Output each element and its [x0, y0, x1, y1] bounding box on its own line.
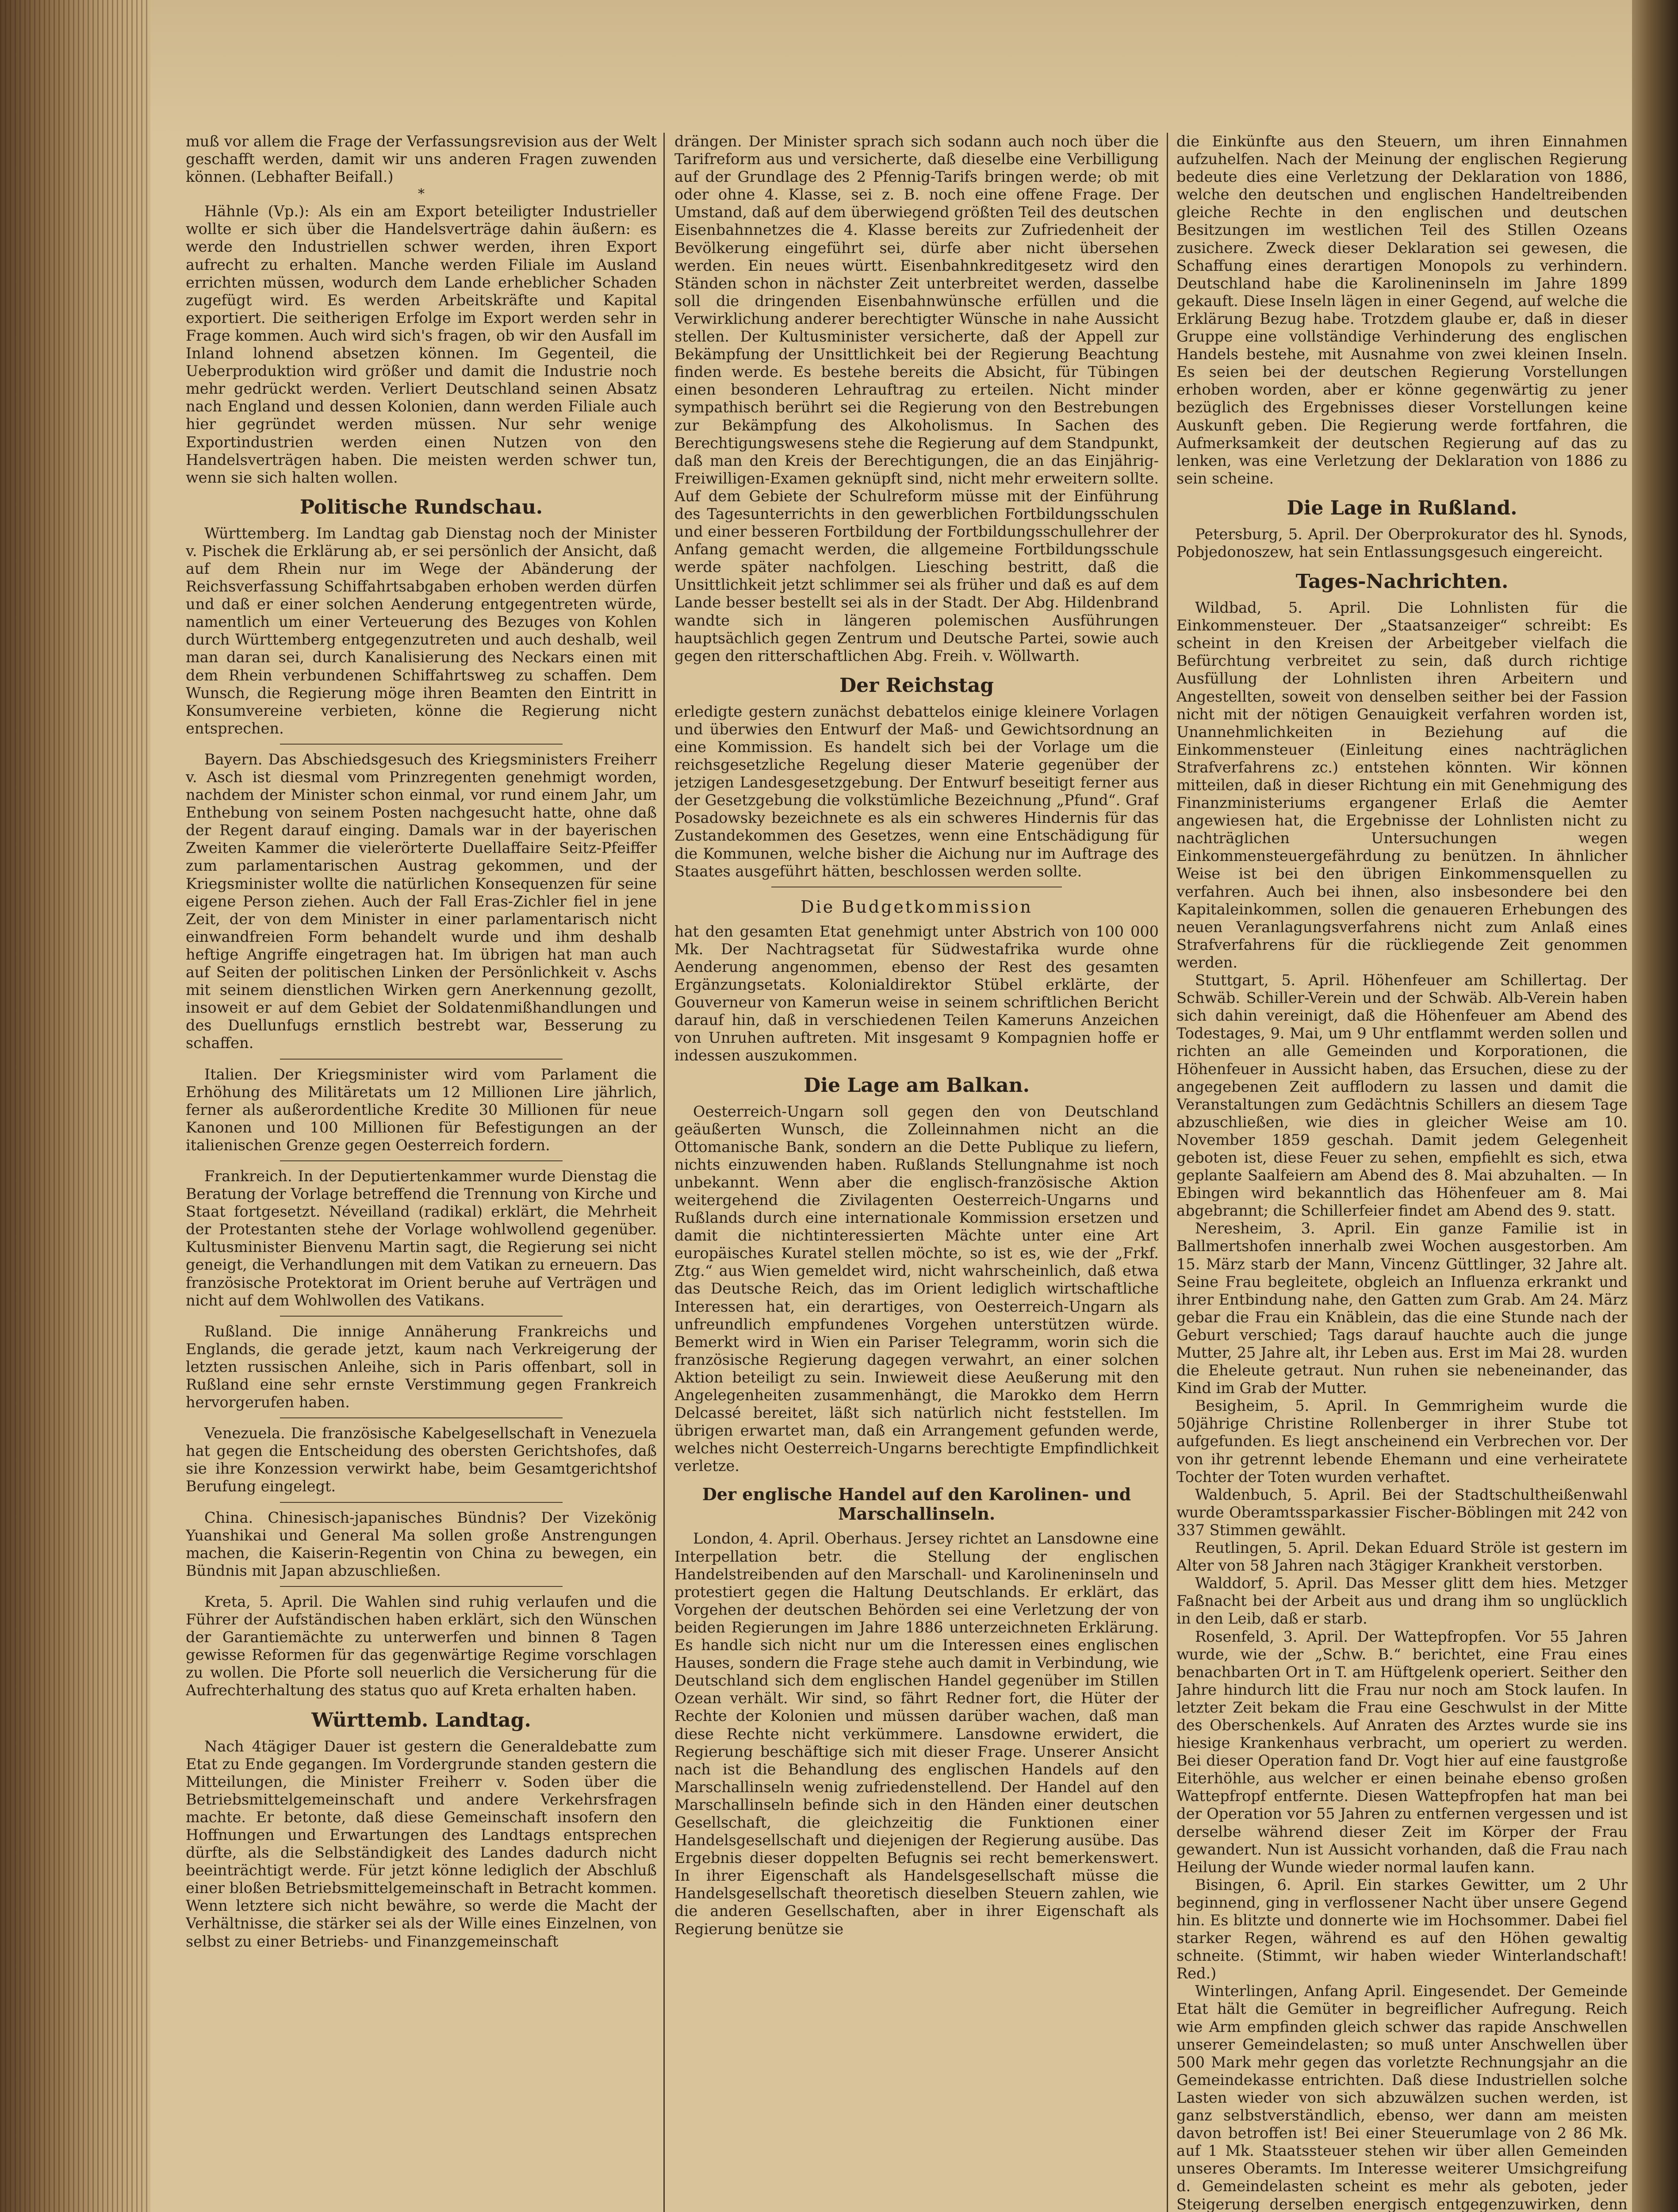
divider — [280, 1417, 563, 1418]
paragraph: Waldenbuch, 5. April. Bei der Stadtschultheißenwahl wurde Oberamtssparkassier Fischer-Böblingen mit 242 von 337 Stimmen gewählt. — [1176, 1486, 1628, 1539]
paragraph: Venezuela. Die französische Kabelgesellschaft in Venezuela hat gegen die Entscheidung des obersten Gerichtshofes, daß sie ihre Konzession verwirkt habe, beim Gesamtgerichtshof Berufung eingelegt. — [186, 1425, 657, 1495]
paragraph: Wildbad, 5. April. Die Lohnlisten für die Einkommensteuer. Der „Staatsanzeiger“ schreibt: Es scheint in den Kreisen der Arbeitgeber vielfach die Befürchtung verbreitet zu sein, daß durch richtige Ausfüllung der Lohnlisten ihren Arbeitern und Angestellten, soweit von denselben seither bei der Fassion nicht mit der nötigen Genauigkeit verfahren worden ist, Unannehmlichkeiten in Beziehung auf die Einkommensteuer (Einleitung eines nachträglichen Strafverfahrens zc.) entstehen könnten. Wir können mitteilen, daß in dieser Richtung ein mit Genehmigung des Finanzministeriums ergangener Erlaß die Aemter angewiesen hat, die Ergebnisse der Lohnlisten nicht zu nachträglichen Untersuchungen wegen Einkommensteuergefährdung zu benützen. In ähnlicher Weise ist bei den übrigen Einkommensquellen zu verfahren. Auch bei ihnen, also insbesondere bei den Kapitaleinkommen, sollen die genaueren Erhebungen des neuen Veranlagungsverfahrens nicht zum Anlaß eines Strafverfahrens für die rückliegende Zeit genommen werden. — [1176, 599, 1628, 971]
paragraph: hat den gesamten Etat genehmigt unter Abstrich von 100 000 Mk. Der Nachtragsetat für Südwestafrika wurde ohne Aenderung angenommen, ebenso der Rest des gesamten Ergänzungsetats. Kolonialdirektor Stübel erklärte, der Gouverneur von Kamerun weise in seinem schriftlichen Bericht darauf hin, daß in verschiedenen Teilen Kameruns Anzeichen von Unruhen auftreten. Mit insgesamt 9 Kompagnien hoffe er indessen auszukommen. — [674, 922, 1159, 1064]
paragraph: Bisingen, 6. April. Ein starkes Gewitter, um 2 Uhr beginnend, ging in verflossener Nacht über unsere Gegend hin. Es blitzte und donnerte wie im Hochsommer. Dabei fiel starker Regen, während es auf den Höhen gewaltig schneite. (Stimmt, wir haben wieder Winterlandschaft! Red.) — [1176, 1876, 1628, 1982]
section-heading: Die Lage in Rußland. — [1287, 496, 1517, 519]
section-heading: Tages-Nachrichten. — [1295, 570, 1509, 593]
paragraph: London, 4. April. Oberhaus. Jersey richtet an Lansdowne eine Interpellation betr. die Stellung der englischen Handelstreibenden auf den Marschall- und Karolineninseln und protestiert gegen die Haltung Deutschlands. Er erklärt, das Vorgehen der deutschen Behörden sei eine Verletzung der von beiden Regierungen im Jahre 1886 unterzeichneten Erklärung. Es handle sich nicht nur um die Interessen eines englischen Hauses, sondern die Frage stehe auch damit in Verbindung, wie Deutschland sich dem englischen Handel gegenüber im Stillen Ozean verhält. Wir sind, so fährt Redner fort, die Hüter der Rechte der Kolonien und müssen darüber wachen, daß man diese Rechte nicht verkümmere. Lansdowne erwidert, die Regierung beschäftige sich mit dieser Frage. Unserer Ansicht nach ist die Behandlung des englischen Handels auf den Marschallinseln wenig zufriedenstellend. Der Handel auf den Marschallinseln befinde sich in den Händen einer deutschen Gesellschaft, die gleichzeitig die Funktionen einer Handelsgesellschaft und diejenigen der Regierung ausübe. Das Ergebnis dieser doppelten Befugnis sei recht bemerkenswert. In ihrer Eigenschaft als Handelsgesellschaft müsse die Handelsgesellschaft theoretisch dieselben Steuern zahlen, wie die anderen Gesellschaften, aber in ihrer Eigenschaft als Regierung benütze sie — [674, 1530, 1159, 1938]
paragraph: Bayern. Das Abschiedsgesuch des Kriegsministers Freiherr v. Asch ist diesmal vom Prinzregenten genehmigt worden, nachdem der Minister schon einmal, vor rund einem Jahr, um Enthebung von seinem Posten nachgesucht hatte, ohne daß der Regent darauf einging. Damals war in der bayerischen Zweiten Kammer die vielerörterte Duellaffaire Seitz-Pfeiffer zum parlamentarischen Austrag gekommen, und der Kriegsminister wollte die natürlichen Konsequenzen für seine eigene Person ziehen. Auch der Fall Eras-Zichler fiel in jene Zeit, der von dem Minister in einer parlamentarisch nicht einwandfreien Form behandelt wurde und ihm deshalb heftige Angriffe eingetragen hat. Im übrigen hat man auch auf Seiten der politischen Linken der Persönlichkeit v. Aschs mit seinem dienstlichen Wirken gern Anerkennung gezollt, insoweit er auf dem Gebiet der Soldatenmißhandlungen und des Duellunfugs ernstlich bestrebt war, Besserung zu schaffen. — [186, 750, 657, 1052]
column-rule — [663, 133, 665, 2212]
adjacent-page-edge — [1632, 0, 1678, 2212]
paragraph: Frankreich. In der Deputiertenkammer wurde Dienstag die Beratung der Vorlage betreffend die Trennung von Kirche und Staat fortgesetzt. Néveilland (radikal) erklärt, die Mehrheit der Protestanten stehe der Vorlage wohlwollend gegenüber. Kultusminister Bienvenu Martin sagt, die Regierung sei nicht geneigt, die Verhandlungen mit dem Vatikan zu erneuern. Das französische Protektorat im Orient beruhe auf Verträgen und nicht auf dem Wohlwollen des Vatikans. — [186, 1167, 657, 1309]
paragraph: Reutlingen, 5. April. Dekan Eduard Ströle ist gestern im Alter von 58 Jahren nach 3tägiger Krankheit verstorben. — [1176, 1539, 1628, 1575]
paragraph: Winterlingen, Anfang April. Eingesendet. Der Gemeinde Etat hält die Gemüter in begreiflicher Aufregung. Reich wie Arm empfinden gleich schwer das rapide Anschwellen unserer Gemeindelasten; so muß unter Anschwellen über 500 Mark mehr gegen das vorletzte Rechnungsjahr an die Gemeindekasse entrichten. Daß diese Industriellen solche Lasten wieder von sich abzuwälzen suchen werden, ist ganz selbstverständlich, ebenso, wer dann am meisten davon betroffen ist! Bei einer Steuerumlage von 2 86 Mk. auf 1 Mk. Staatssteuer stehen wir über allen Gemeinden unseres Oberamts. Im Interesse weiterer Umsichgreifung d. Gemeindelasten scheint es mehr als geboten, jeder Steigerung derselben energisch entgegenzuwirken, denn — [1176, 1982, 1628, 2212]
paragraph: Petersburg, 5. April. Der Oberprokurator des hl. Synods, Pobjedonoszew, hat sein Entlassungsgesuch eingereicht. — [1176, 525, 1628, 561]
section-heading: Württemb. Landtag. — [311, 1709, 531, 1732]
section-heading: Der Reichstag — [839, 674, 994, 697]
paragraph: China. Chinesisch-japanisches Bündnis? Der Vizekönig Yuanshikai und General Ma sollen große Anstrengungen machen, die Kaiserin-Regentin von China zu bewegen, ein Bündnis mit Japan abzuschließen. — [186, 1509, 657, 1579]
paragraph: Rosenfeld, 3. April. Der Wattepfropfen. Vor 55 Jahren wurde, wie der „Schw. B.“ berichtet, eine Frau eines benachbarten Ort in T. am Hüftgelenk operiert. Seither den Jahre hindurch litt die Frau nur noch am Stock laufen. In letzter Zeit bekam die Frau eine Geschwulst in der Mitte des Oberschenkels. Auf Anraten des Arztes wurde sie ins hiesige Krankenhaus verbracht, um operiert zu werden. Bei dieser Operation fand Dr. Vogt hier auf eine faustgroße Eiterhöhle, aus welcher er einen beinahe ebenso großen Wattepfropf entfernte. Diesen Wattepfropfen hat man bei der Operation vor 55 Jahren zu entfernen vergessen und ist derselbe während dieser Zeit im Körper der Frau gewandert. Nun ist Aussicht vorhanden, daß die Frau nach Heilung der Wunde wieder normal laufen kann. — [1176, 1628, 1628, 1876]
section-heading: Der englische Handel auf den Karolinen- und Marschallinseln. — [702, 1484, 1131, 1524]
paragraph: erledigte gestern zunächst debattelos einige kleinere Vorlagen und überwies den Entwurf der Maß- und Gewichtsordnung an eine Kommission. Es handelt sich bei der Vorlage um die reichsgesetzliche Regelung dieser Materie gegenüber der jetzigen Landesgesetzgebung. Der Entwurf beseitigt ferner aus der Gesetzgebung die volkstümliche Bezeichnung „Pfund“. Graf Posadowsky bezeichnete es als ein schweres Hindernis für das Zustandekommen des Gesetzes, wenn eine Entschädigung für die Kommunen, welche bisher die Aichung nur im Auftrage des Staates ausgeführt hätten, beschlossen werden sollte. — [674, 703, 1159, 880]
paragraph: Italien. Der Kriegsminister wird vom Parlament die Erhöhung des Militäretats um 12 Millionen Lire jährlich, ferner als außerordentliche Kredite 30 Millionen für neue Kanonen und 100 Millionen für Befestigungen an der italienischen Grenze gegen Oesterreich fordern. — [186, 1065, 657, 1154]
paragraph: Württemberg. Im Landtag gab Dienstag noch der Minister v. Pischek die Erklärung ab, er sei persönlich der Ansicht, daß auf dem Rhein nur im Wege der Abänderung der Reichsverfassung Schiffahrtsabgaben erhoben werden dürfen und daß er einer solchen Aenderung entgegentreten würde, namentlich um einer Verteuerung des Bezuges von Kohlen durch Württemberg entgegenzutreten und auch deshalb, weil man daran sei, durch Kanalisierung des Neckars einen mit dem Rhein verbundenen Schiffahrtsweg zu schaffen. Dem Wunsch, die Regierung möge ihren Beamten den Eintritt in Konsumvereine verbieten, könne die Regierung nicht entsprechen. — [186, 524, 657, 737]
divider — [280, 1586, 563, 1587]
divider — [280, 1059, 563, 1060]
paragraph: Kreta, 5. April. Die Wahlen sind ruhig verlaufen und die Führer der Aufständischen haben erklärt, sich den Wünschen der Garantiemächte zu unterwerfen und binnen 8 Tagen gewisse Reformen für das gegenwärtige Regime vorschlagen zu wollen. Die Pforte soll neuerlich die Versicherung für die Aufrechterhaltung des status quo auf Kreta erhalten haben. — [186, 1593, 657, 1699]
paragraph: die Einkünfte aus den Steuern, um ihren Einnahmen aufzuhelfen. Nach der Meinung der englischen Regierung bedeute dies eine Verletzung der Deklaration von 1886, welche den deutschen und englischen Handeltreibenden gleiche Rechte in den englischen und deutschen Besitzungen im westlichen Teil des Stillen Ozeans zusichere. Zweck dieser Deklaration sei gewesen, die Schaffung eines derartigen Monopols zu verhindern. Deutschland habe die Karolineninseln im Jahre 1899 gekauft. Diese Inseln lägen in einer Gegend, auf welche die Erklärung Bezug habe. Trotzdem glaube er, daß in dieser Gruppe eine vollständige Verhinderung des englischen Handels bestehe, mit Ausnahme von zwei kleinen Inseln. Es seien bei der deutschen Regierung Vorstellungen erhoben worden, aber er könne gegenwärtig zu jener bezüglich des Ergebnisses dieser Vorstellungen keine Auskunft geben. Die Regierung werde fortfahren, die Aufmerksamkeit der deutschen Regierung auf das zu lenken, was eine Verletzung der Deklaration von 1886 zu sein scheine. — [1176, 133, 1628, 487]
column-1 — [186, 133, 657, 2212]
column-3 — [1176, 133, 1628, 2212]
paragraph: Besigheim, 5. April. In Gemmrigheim wurde die 50jährige Christine Rollenberger in ihrer Stube tot aufgefunden. Es liegt anscheinend ein Verbrechen vor. Der von ihr getrennt lebende Ehemann und eine verheiratete Tochter der Toten wurden verhaftet. — [1176, 1397, 1628, 1486]
column-rule — [1167, 133, 1168, 2212]
paragraph: Stuttgart, 5. April. Höhenfeuer am Schillertag. Der Schwäb. Schiller-Verein und der Schwäb. Alb-Verein haben sich dahin vereinigt, daß die Höhenfeuer am Abend des Todestages, 9. Mai, um 9 Uhr entflammt werden sollen und richten an alle Gemeinden und Korporationen, die Höhenfeuer in Aussicht haben, das Ersuchen, diese zu der angegebenen Zeit aufflodern zu lassen und damit die Veranstaltungen zum Gedächtnis Schillers an diesem Tage abzuschließen, wie dies in gleicher Weise am 10. November 1859 geschah. Damit jedem Gelegenheit geboten ist, diese Feuer zu sehen, empfiehlt es sich, etwa geplante Saalfeiern am Abend des 8. Mai abzuhalten. — In Ebingen wird bekanntlich das Höhenfeuer am 8. Mai abgebrannt; die Schillerfeier findet am Abend des 9. statt. — [1176, 972, 1628, 1220]
top-margin — [150, 0, 1632, 133]
book-binding-edge — [0, 0, 150, 2212]
section-heading: Politische Rundschau. — [299, 495, 543, 518]
separator-star: * — [418, 186, 425, 202]
paragraph: Hähnle (Vp.): Als ein am Export beteiligter Industrieller wollte er sich über die Handelsverträge dahin äußern: es werde den Industriellen schwer werden, ihren Export aufrecht zu erhalten. Manche werden Filiale im Ausland errichten müssen, wodurch dem Lande erheblicher Schaden zugefügt wird. Es werden Arbeitskräfte und Kapital exportiert. Die seitherigen Erfolge im Export werden sehr in Frage kommen. Auch wird sich's fragen, ob wir den Ausfall im Inland lohnend absetzen können. Im Gegenteil, die Ueberproduktion wird größer und damit die Industrie noch mehr gedrückt werden. Verliert Deutschland seinen Absatz nach England und dessen Kolonien, dann werden Filiale auch hier gegründet werden müssen. Nur sehr wenige Exportindustrien werden einen Nutzen von den Handelsverträgen haben. Die meisten werden schwer tun, wenn sie sich halten wollen. — [186, 203, 657, 486]
divider — [280, 1160, 563, 1161]
divider — [280, 1502, 563, 1503]
paragraph: Rußland. Die innige Annäherung Frankreichs und Englands, die gerade jetzt, kaum nach Verkreigerung der letzten russischen Anleihe, sich in Paris offenbart, soll in Rußland eine sehr ernste Verstimmung gegen Frankreich hervorgerufen haben. — [186, 1322, 657, 1411]
paragraph: Walddorf, 5. April. Das Messer glitt dem hies. Metzger Faßnacht bei der Arbeit aus und drang ihm so unglücklich in den Leib, daß er starb. — [1176, 1575, 1628, 1628]
paragraph: Neresheim, 3. April. Ein ganze Familie ist in Ballmertshofen innerhalb zwei Wochen ausgestorben. Am 15. März starb der Mann, Vincenz Güttlinger, 32 Jahre alt. Seine Frau begleitete, obgleich an Influenza erkrankt und ihrer Entbindung nahe, den Gatten zum Grab. Am 24. März gebar die Frau ein Knäblein, das die eine Stunde nach der Geburt verschied; Tags darauf hauchte auch die junge Mutter, 25 Jahre alt, ihr Leben aus. Erst im Mai 28. wurden die Eheleute getraut. Nun ruhen sie nebeneinander, das Kind im Grab der Mutter. — [1176, 1220, 1628, 1397]
paragraph: Oesterreich-Ungarn soll gegen den von Deutschland geäußerten Wunsch, die Zolleinnahmen nicht an die Ottomanische Bank, sondern an die Dette Publique zu liefern, nichts einzuwenden haben. Rußlands Stellungnahme ist noch unbekannt. Wenn aber die englisch-französische Aktion weitergehend die Zivilagenten Oesterreich-Ungarns und Rußlands durch eine internationale Kommission ersetzen und damit die nichtinteressierten Mächte unter eine Art europäisches Kuratel stellen möchte, so ist es, wie der „Frkf. Ztg.“ aus Wien gemeldet wird, nicht wahrscheinlich, daß etwa das Deutsche Reich, das im Orient lediglich wirtschaftliche Interessen hat, ein derartiges, von Oesterreich-Ungarn als unfreundlich empfundenes Vorgehen unterstützen würde. Bemerkt wird in Wien ein Pariser Telegramm, worin sich die französische Regierung dagegen verwahrt, an einer solchen Aktion beteiligt zu sein. Inwieweit diese Aeußerung mit den Angelegenheiten zusammenhängt, die Marokko dem Herrn Delcassé bereitet, läßt sich natürlich nicht feststellen. Im übrigen erwartet man, daß ein Arrangement gefunden werde, welches nicht Oesterreich-Ungarns berechtigte Empfindlichkeit verletze. — [674, 1102, 1159, 1475]
divider — [280, 744, 563, 745]
column-2 — [674, 133, 1159, 2212]
divider — [280, 1316, 563, 1317]
paragraph: muß vor allem die Frage der Verfassungsrevision aus der Welt geschafft werden, damit wir uns anderen Fragen zuwenden können. (Lebhafter Beifall.) — [186, 133, 657, 186]
section-heading: Die Lage am Balkan. — [804, 1074, 1030, 1097]
section-heading: Die Budgetkommission — [801, 897, 1033, 917]
paragraph: drängen. Der Minister sprach sich sodann auch noch über die Tarifreform aus und versicherte, daß dieselbe eine Verbilligung auf der Grundlage des 2 Pfennig-Tarifs bringen werde; ob mit oder ohne 4. Klasse, sei z. B. noch eine offene Frage. Der Umstand, daß auf dem überwiegend größten Teil des deutschen Eisenbahnnetzes die 4. Klasse bereits zur Zufriedenheit der Bevölkerung eingeführt sei, dürfe aber nicht übersehen werden. Ein neues württ. Eisenbahnkreditgesetz wird den Ständen schon in nächster Zeit unterbreitet werden, dasselbe soll die dringenden Eisenbahnwünsche erfüllen und die Verwirklichung anderer berechtigter Wünsche in nahe Aussicht stellen. Der Kultusminister versicherte, daß der Appell zur Bekämpfung der Unsittlichkeit bei der Regierung Beachtung finden werde. Es bestehe bereits die Absicht, für Tübingen einen besonderen Lehrauftrag zu erteilen. Nicht minder sympathisch berührt sei die Regierung von den Bestrebungen zur Bekämpfung des Alkoholismus. In Sachen des Berechtigungswesens stehe die Regierung auf dem Standpunkt, daß man den Kreis der Berechtigungen, die an das Einjährig-Freiwilligen-Examen geknüpft sind, nicht mehr erweitern sollte. Auf dem Gebiete der Schulreform müsse mit der Einführung des Tagesunterrichts in den gewerblichen Fortbildungsschulen und einer besseren Fortbildung der Fortbildungsschullehrer der Anfang gemacht werden, die allgemeine Fortbildungsschule werde später nachfolgen. Liesching bestritt, daß die Unsittlichkeit jetzt schlimmer sei als früher und daß es auf dem Lande besser bestellt sei als in der Stadt. Der Abg. Hildenbrand wandte sich in längeren polemischen Ausführungen hauptsächlich gegen Zentrum und Deutsche Partei, sowie auch gegen den ritterschaftlichen Abg. Freih. v. Wöllwarth. — [674, 133, 1159, 664]
paragraph: Nach 4tägiger Dauer ist gestern die Generaldebatte zum Etat zu Ende gegangen. Im Vordergrunde standen gestern die Mitteilungen, die Minister Freiherr v. Soden über die Betriebsmittelgemeinschaft und andere Verkehrsfragen machte. Er betonte, daß diese Gemeinschaft insofern den Hoffnungen und Erwartungen des Landtags entsprechen dürfte, als die Selbständigkeit des Landes dadurch nicht beeinträchtigt werde. Für jetzt könne lediglich der Abschluß einer bloßen Betriebsmittelgemeinschaft in Betracht kommen. Wenn letztere sich nicht bewähre, so werde die Macht der Verhältnisse, die stärker sei als der Wille eines Einzelnen, von selbst zu einer Betriebs- und Finanzgemeinschaft — [186, 1737, 657, 1950]
